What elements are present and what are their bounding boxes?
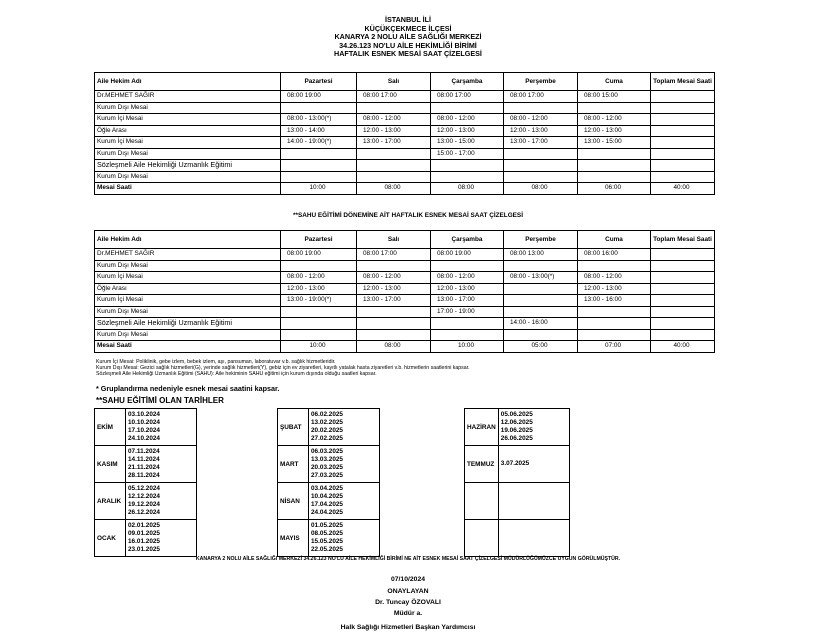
- month-dates: [498, 483, 569, 520]
- approval-statement: KANARYA 2 NOLU AİLE SAĞLIĞI MERKEZİ 34.26.123 NO'LU AİLE HEKİMLİĞİ BİRİMİ NE AİT ESNEK MESAİ SAAT ÇİZELGESİ MÜDÜRLÜĞÜMÜZCE UYGUN GÖRÜLMÜŞTÜR.: [195, 556, 621, 562]
- total-cell: 40:00: [651, 341, 715, 353]
- table-row: [95, 125, 715, 137]
- sahu-date: 14.11.2024: [128, 456, 160, 463]
- column-header: Cuma: [578, 73, 651, 91]
- time-cell: [578, 171, 651, 183]
- time-cell: 13:00 - 19:00(*): [281, 295, 357, 307]
- sahu-date: 07.11.2024: [128, 448, 160, 455]
- sahu-month-row: [465, 409, 570, 446]
- column-header: Aile Hekim Adı: [95, 73, 281, 91]
- time-cell: [651, 295, 715, 307]
- time-cell: [281, 318, 357, 330]
- sahu-dates-title: **SAHU EĞİTİMİ OLAN TARİHLER: [96, 396, 224, 405]
- time-cell: 08:00 19:00: [281, 91, 357, 103]
- sahu-date: 05.06.2025: [500, 411, 533, 418]
- time-cell: [651, 272, 715, 284]
- row-label: Öğle Arası: [95, 125, 281, 137]
- table-row: [95, 272, 715, 284]
- month-dates: [126, 446, 197, 483]
- time-cell: [357, 171, 431, 183]
- month-label: EKİM: [95, 409, 126, 446]
- total-label: Mesai Saati: [95, 183, 281, 195]
- signer-role: Müdür a.: [393, 610, 423, 617]
- row-label: Dr.MEHMET SAĞIR: [95, 91, 281, 103]
- month-label: ŞUBAT: [278, 409, 309, 446]
- sahu-date: 10.10.2024: [128, 419, 160, 426]
- column-header: Çarşamba: [431, 231, 504, 249]
- time-cell: 17:00 - 19:00: [431, 306, 504, 318]
- time-cell: [431, 318, 504, 330]
- sahu-date: 09.01.2025: [128, 530, 160, 537]
- sahu-month-row: [278, 483, 380, 520]
- time-cell: [651, 137, 715, 149]
- month-dates: [309, 483, 380, 520]
- sahu-month-row: [278, 446, 380, 483]
- time-cell: [578, 102, 651, 114]
- sahu-weekly-schedule-table: [94, 230, 715, 353]
- note-line: Kurum Dışı Mesai: Gezici sağlık hizmetleri(G), yerinde sağlık hizmetleri(Y), gebiz için ev ziyaretleri, kayıtlı yatalak hasta ziyaretleri v.b. hizmetlerin saatlerini kapsar.: [96, 365, 470, 372]
- time-cell: [357, 306, 431, 318]
- time-cell: [578, 148, 651, 160]
- time-cell: [651, 91, 715, 103]
- table-row: [95, 160, 715, 172]
- time-cell: 13:00 - 17:00: [357, 137, 431, 149]
- sahu-date: 12.06.2025: [500, 419, 533, 426]
- time-cell: [578, 306, 651, 318]
- sahu-month-row: [95, 520, 197, 557]
- sahu-month-row: [95, 483, 197, 520]
- sahu-date: 05.12.2024: [128, 485, 160, 492]
- total-cell: 08:00: [357, 341, 431, 353]
- time-cell: 08:00 - 12:00: [578, 114, 651, 126]
- table-row: [95, 249, 715, 261]
- time-cell: [651, 102, 715, 114]
- time-cell: [578, 260, 651, 272]
- time-cell: 08:00 17:00: [357, 91, 431, 103]
- time-cell: [504, 148, 578, 160]
- time-cell: 13:00 - 15:00: [578, 137, 651, 149]
- time-cell: 13:00 - 17:00: [357, 295, 431, 307]
- month-dates: [309, 446, 380, 483]
- month-label: MAYIS: [278, 520, 309, 557]
- time-cell: 08:00 - 12:00: [578, 272, 651, 284]
- sahu-dates-column-3: [464, 408, 570, 557]
- time-cell: 08:00 - 12:00: [431, 272, 504, 284]
- table-row: [95, 137, 715, 149]
- total-cell: 05:00: [504, 341, 578, 353]
- sahu-date: 26.06.2025: [500, 435, 533, 442]
- month-label: HAZİRAN: [465, 409, 499, 446]
- time-cell: [431, 260, 504, 272]
- note-line: Kurum İçi Mesai: Poliklinik, gebe izlem, bebek izlem, aşı, pansuman, laboratuvar v.b. sağlık hizmetleridir.: [96, 359, 336, 365]
- time-cell: [357, 260, 431, 272]
- month-label: [465, 483, 499, 520]
- total-cell: 10:00: [281, 341, 357, 353]
- time-cell: [504, 171, 578, 183]
- row-label: Kurum İçi Mesai: [95, 295, 281, 307]
- time-cell: [504, 102, 578, 114]
- time-cell: [504, 260, 578, 272]
- time-cell: [578, 160, 651, 172]
- table-row: [95, 171, 715, 183]
- sahu-dates-column-1: [94, 408, 197, 557]
- total-row: [95, 183, 715, 195]
- sahu-date: 03.04.2025: [311, 485, 343, 492]
- document-header: [0, 16, 816, 59]
- sahu-date: 12.12.2024: [128, 493, 160, 500]
- time-cell: 12:00 - 13:00: [431, 125, 504, 137]
- time-cell: 12:00 - 13:00: [281, 283, 357, 295]
- column-header: Toplam Mesai Saati: [651, 231, 715, 249]
- time-cell: [281, 171, 357, 183]
- weekly-schedule-table: [94, 72, 715, 195]
- approval-date: 07/10/2024: [390, 576, 426, 583]
- time-cell: [281, 102, 357, 114]
- sahu-date: 17.10.2024: [128, 427, 160, 434]
- time-cell: 08:00 - 12:00: [281, 272, 357, 284]
- sahu-date: 13.03.2025: [311, 456, 343, 463]
- month-label: KASIM: [95, 446, 126, 483]
- time-cell: 08:00 17:00: [504, 91, 578, 103]
- total-cell: 40:00: [651, 183, 715, 195]
- sahu-date: 16.01.2025: [128, 538, 160, 545]
- month-label: [465, 520, 499, 557]
- sahu-date: 06.03.2025: [311, 448, 343, 455]
- sahu-month-row: [278, 520, 380, 557]
- sahu-month-row: [465, 520, 570, 557]
- sahu-week-title: **SAHU EĞİTİMİ DÖNEMİNE AİT HAFTALIK ESNEK MESAİ SAAT ÇİZELGESİ: [293, 212, 523, 219]
- row-label: Dr.MEHMET SAĞIR: [95, 249, 281, 261]
- table-header-row: [95, 73, 715, 91]
- sahu-date: 13.02.2025: [311, 419, 343, 426]
- time-cell: [578, 318, 651, 330]
- month-label: NİSAN: [278, 483, 309, 520]
- total-label: Mesai Saati: [95, 341, 281, 353]
- sahu-date: 20.03.2025: [311, 464, 343, 471]
- sahu-date: 27.02.2025: [311, 435, 343, 442]
- total-cell: 06:00: [578, 183, 651, 195]
- time-cell: [357, 102, 431, 114]
- table-row: [95, 102, 715, 114]
- time-cell: 08:00 19:00: [431, 249, 504, 261]
- time-cell: 08:00 17:00: [357, 249, 431, 261]
- month-dates: [126, 409, 197, 446]
- time-cell: [504, 295, 578, 307]
- total-cell: 07:00: [578, 341, 651, 353]
- sahu-date: 23.01.2025: [128, 546, 160, 553]
- time-cell: 13:00 - 16:00: [578, 295, 651, 307]
- time-cell: 08:00 - 13:00(*): [504, 272, 578, 284]
- time-cell: [651, 148, 715, 160]
- column-header: Cuma: [578, 231, 651, 249]
- sahu-date: 24.10.2024: [128, 435, 160, 442]
- time-cell: 13:00 - 17:00: [431, 295, 504, 307]
- sahu-date: 21.11.2024: [128, 464, 160, 471]
- time-cell: [651, 171, 715, 183]
- time-cell: 08:00 13:00: [504, 249, 578, 261]
- table-row: [95, 329, 715, 341]
- column-header: Pazartesi: [281, 231, 357, 249]
- time-cell: 12:00 - 13:00: [504, 125, 578, 137]
- time-cell: 08:00 - 12:00: [357, 272, 431, 284]
- time-cell: 14:00 - 16:00: [504, 318, 578, 330]
- notes: [96, 359, 470, 378]
- row-label: Kurum Dışı Mesai: [95, 171, 281, 183]
- sahu-month-row: [95, 446, 197, 483]
- header-province: İSTANBUL İLİ: [384, 15, 432, 24]
- time-cell: [578, 329, 651, 341]
- time-cell: [357, 160, 431, 172]
- row-label: Sözleşmeli Aile Hekimliği Uzmanlık Eğitimi: [95, 318, 281, 330]
- row-label: Kurum Dışı Mesai: [95, 329, 281, 341]
- signer-office: Halk Sağlığı Hizmetleri Başkan Yardımcısı: [340, 624, 476, 631]
- time-cell: [504, 306, 578, 318]
- header-title: HAFTALIK ESNEK MESAİ SAAT ÇİZELGESİ: [334, 49, 482, 59]
- approved-by-label: ONAYLAYAN: [387, 588, 429, 595]
- column-header: Pazartesi: [281, 73, 357, 91]
- sahu-date: 19.12.2024: [128, 501, 160, 508]
- header-center: KANARYA 2 NOLU AİLE SAĞLIĞI MERKEZİ: [334, 32, 482, 42]
- sahu-date: 10.04.2025: [311, 493, 343, 500]
- sahu-date: 3.07.2025: [500, 460, 530, 467]
- time-cell: 13:00 - 17:00: [504, 137, 578, 149]
- sahu-date: 06.02.2025: [311, 411, 343, 418]
- sahu-dates-column-2: [277, 408, 380, 557]
- time-cell: 12:00 - 13:00: [431, 283, 504, 295]
- time-cell: [281, 306, 357, 318]
- time-cell: 12:00 - 13:00: [357, 283, 431, 295]
- time-cell: [651, 318, 715, 330]
- total-cell: 08:00: [431, 183, 504, 195]
- total-cell: 10:00: [281, 183, 357, 195]
- sahu-date: 19.06.2025: [500, 427, 533, 434]
- time-cell: [281, 148, 357, 160]
- sahu-date: 27.03.2025: [311, 472, 343, 479]
- sahu-date: 03.10.2024: [128, 411, 160, 418]
- month-label: MART: [278, 446, 309, 483]
- time-cell: [281, 260, 357, 272]
- month-label: ARALIK: [95, 483, 126, 520]
- time-cell: 08:00 - 12:00: [504, 114, 578, 126]
- table-row: [95, 114, 715, 126]
- grouping-note: * Gruplandırma nedeniyle esnek mesai saatini kapsar.: [96, 384, 280, 393]
- time-cell: 13:00 - 14:00: [281, 125, 357, 137]
- column-header: Aile Hekim Adı: [95, 231, 281, 249]
- column-header: Perşembe: [504, 73, 578, 91]
- month-dates: [126, 483, 197, 520]
- row-label: Kurum İçi Mesai: [95, 114, 281, 126]
- month-dates: [498, 520, 569, 557]
- row-label: Kurum Dışı Mesai: [95, 306, 281, 318]
- time-cell: 08:00 - 12:00: [357, 114, 431, 126]
- sahu-date: 22.05.2025: [311, 546, 343, 553]
- header-district: KÜÇÜKÇEKMECE İLÇESİ: [364, 23, 452, 33]
- month-dates: [309, 409, 380, 446]
- time-cell: 08:00 15:00: [578, 91, 651, 103]
- time-cell: [431, 329, 504, 341]
- month-dates: [309, 520, 380, 557]
- time-cell: 15:00 - 17:00: [431, 148, 504, 160]
- sahu-date: 17.04.2025: [311, 501, 343, 508]
- time-cell: [651, 306, 715, 318]
- total-cell: 08:00: [504, 183, 578, 195]
- time-cell: 08:00 17:00: [431, 91, 504, 103]
- sahu-date: 20.02.2025: [311, 427, 343, 434]
- total-cell: 08:00: [357, 183, 431, 195]
- table-row: [95, 260, 715, 272]
- time-cell: [281, 160, 357, 172]
- row-label: Sözleşmeli Aile Hekimliği Uzmanlık Eğitimi: [95, 160, 281, 172]
- time-cell: [651, 329, 715, 341]
- time-cell: 14:00 - 19:00(*): [281, 137, 357, 149]
- time-cell: 08:00 16:00: [578, 249, 651, 261]
- time-cell: [504, 283, 578, 295]
- note-line: Sözleşmeli Aile Hekimliği Uzmanlık Eğitimi (SAHU): Aile hekiminin SAHU eğitimi için kurum dışında olduğu saatleri kapsar.: [96, 371, 377, 378]
- time-cell: [504, 329, 578, 341]
- table-row: [95, 295, 715, 307]
- table-row: [95, 91, 715, 103]
- sahu-date: 28.11.2024: [128, 472, 160, 479]
- total-cell: 10:00: [431, 341, 504, 353]
- row-label: Kurum İçi Mesai: [95, 137, 281, 149]
- time-cell: [431, 102, 504, 114]
- month-dates: [498, 409, 569, 446]
- sahu-date: 02.01.2025: [128, 522, 160, 529]
- time-cell: [651, 114, 715, 126]
- time-cell: [357, 329, 431, 341]
- time-cell: 12:00 - 13:00: [578, 125, 651, 137]
- month-label: TEMMUZ: [465, 446, 499, 483]
- header-unit: 34.26.123 NO'LU AİLE HEKİMLİĞİ BİRİMİ: [339, 40, 477, 50]
- time-cell: 12:00 - 13:00: [578, 283, 651, 295]
- sahu-month-row: [465, 446, 570, 483]
- time-cell: [651, 249, 715, 261]
- time-cell: [651, 160, 715, 172]
- column-header: Salı: [357, 231, 431, 249]
- row-label: Kurum Dışı Mesai: [95, 148, 281, 160]
- time-cell: [357, 148, 431, 160]
- sahu-date: 24.04.2025: [311, 509, 343, 516]
- time-cell: [431, 171, 504, 183]
- column-header: Perşembe: [504, 231, 578, 249]
- column-header: Toplam Mesai Saati: [651, 73, 715, 91]
- time-cell: [651, 125, 715, 137]
- column-header: Çarşamba: [431, 73, 504, 91]
- time-cell: [651, 260, 715, 272]
- sahu-month-row: [278, 409, 380, 446]
- row-label: Kurum İçi Mesai: [95, 272, 281, 284]
- sahu-date: 26.12.2024: [128, 509, 160, 516]
- time-cell: 12:00 - 13:00: [357, 125, 431, 137]
- sahu-month-row: [95, 409, 197, 446]
- total-row: [95, 341, 715, 353]
- sahu-date: 08.05.2025: [311, 530, 343, 537]
- table-row: [95, 148, 715, 160]
- time-cell: [357, 318, 431, 330]
- sahu-date: 15.05.2025: [311, 538, 343, 545]
- time-cell: [651, 283, 715, 295]
- time-cell: 08:00 - 12:00: [431, 114, 504, 126]
- time-cell: [281, 329, 357, 341]
- table-row: [95, 283, 715, 295]
- month-label: OCAK: [95, 520, 126, 557]
- time-cell: [431, 160, 504, 172]
- time-cell: 08:00 19:00: [281, 249, 357, 261]
- sahu-month-row: [465, 483, 570, 520]
- row-label: Kurum Dışı Mesai: [95, 102, 281, 114]
- time-cell: 08:00 - 13:00(*): [281, 114, 357, 126]
- time-cell: [504, 160, 578, 172]
- month-dates: [498, 446, 569, 483]
- table-header-row: [95, 231, 715, 249]
- signer-name: Dr. Tuncay ÖZOVALI: [375, 599, 441, 606]
- time-cell: 13:00 - 15:00: [431, 137, 504, 149]
- sahu-date: 01.05.2025: [311, 522, 343, 529]
- row-label: Öğle Arası: [95, 283, 281, 295]
- table-row: [95, 318, 715, 330]
- column-header: Salı: [357, 73, 431, 91]
- row-label: Kurum Dışı Mesai: [95, 260, 281, 272]
- table-row: [95, 306, 715, 318]
- month-dates: [126, 520, 197, 557]
